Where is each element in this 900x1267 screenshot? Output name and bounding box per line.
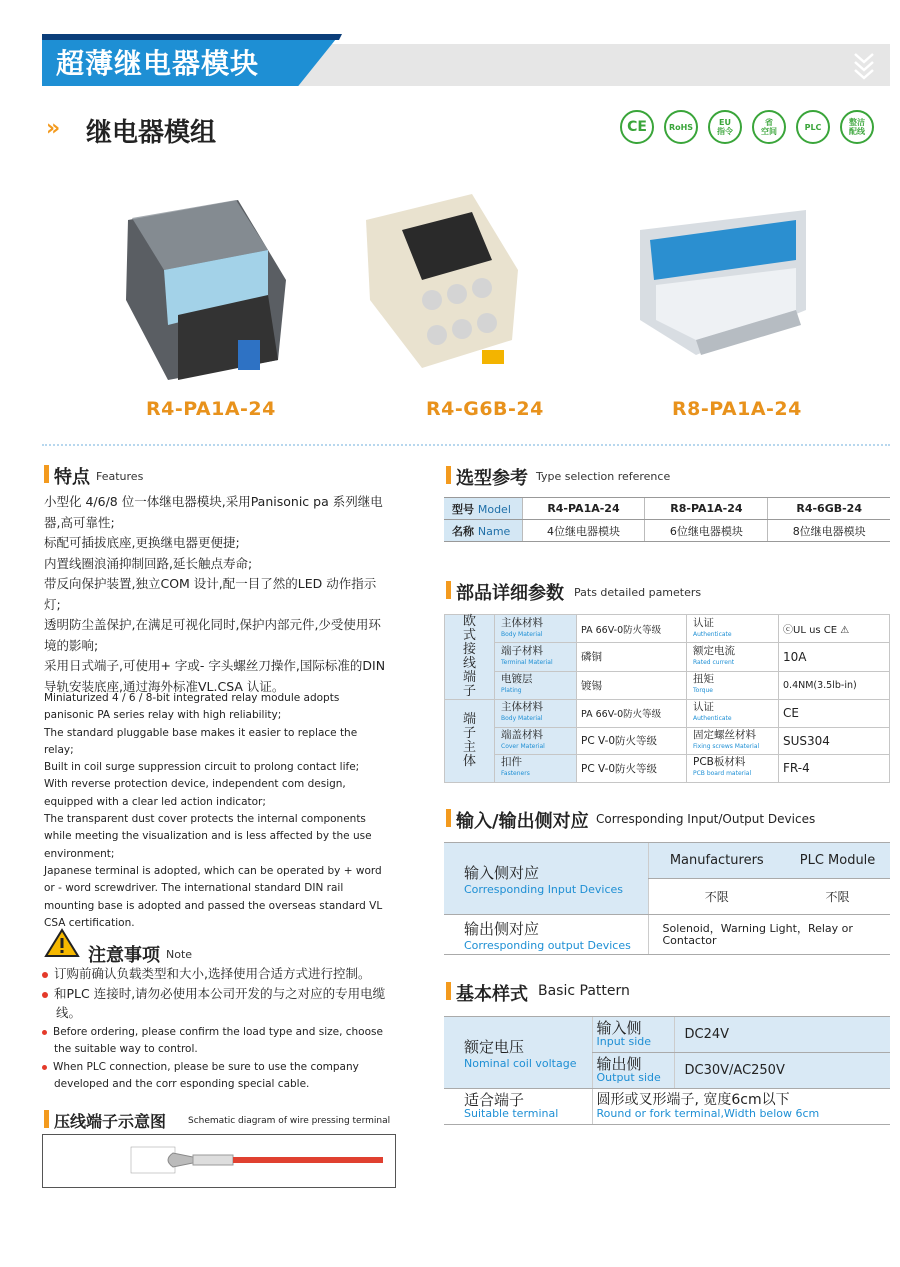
table-cell: FR-4 (779, 755, 890, 783)
heading-marker (446, 982, 451, 1000)
notes-heading: 注意事项 (88, 945, 160, 966)
table-cell: 4位继电器模块 (522, 520, 645, 542)
feature-line: 带反向保护装置,独立COM 设计,配一目了然的LED 动作指示灯; (44, 576, 377, 612)
feature-line: 透明防尘盖保护,在满足可视化同时,保护内部元件,少受使用环境的影响; (44, 617, 381, 653)
table-header: PLC Module (785, 843, 890, 879)
fork-terminal-diagram (43, 1135, 395, 1187)
header-banner-stripe (42, 34, 342, 40)
io-table (444, 842, 890, 955)
table-row (445, 755, 890, 783)
table-cell: PC V-0防火等级 (577, 755, 687, 783)
table-cell: 认证 Authenticate (687, 615, 779, 643)
table-cell: 镀锡 (577, 671, 687, 699)
table-row (445, 727, 890, 755)
table-cell: 主体材料 Body Material (495, 615, 577, 643)
table-cell: 型号 Model (444, 498, 522, 520)
table-row (445, 671, 890, 699)
table-cell: 扣件 Fasteners (495, 755, 577, 783)
features-heading-en: Features (96, 470, 144, 483)
feature-line-en: The transparent dust cover protects the internal components while meeting the visualization and is less affected by the use environment; (44, 813, 372, 860)
table-row (444, 1017, 890, 1053)
table-row (445, 643, 890, 671)
basic-heading-en: Basic Pattern (538, 983, 630, 999)
heading-marker (44, 1110, 49, 1128)
note-item: 订购前确认负载类型和大小,选择使用合适方式进行控制。 (42, 964, 400, 983)
product-image-r8-pa1a (636, 190, 812, 360)
feature-line-en: Miniaturized 4 / 6 / 8-bit integrated relay module adopts panisonic PA series relay with high reliability; (44, 692, 340, 722)
basic-heading: 基本样式 (456, 984, 528, 1005)
table-row (445, 615, 890, 643)
table-cell: 输入侧 Input side (592, 1017, 674, 1053)
table-cell: 10A (779, 643, 890, 671)
table-cell: 输出侧对应 Corresponding output Devices (444, 915, 648, 955)
product-image-r4-g6b (362, 190, 522, 370)
io-heading: 输入/输出侧对应 (456, 811, 589, 832)
table-cell: 主体材料 Body Material (495, 700, 577, 728)
table-cell: 认证 Authenticate (687, 700, 779, 728)
basic-table (444, 1016, 890, 1125)
feature-line-en: Built in coil surge suppression circuit to prolong contact life; (44, 761, 360, 774)
warning-icon (44, 928, 80, 958)
product-image-r4-pa1a (118, 190, 290, 380)
table-row (445, 700, 890, 728)
table-cell: 名称 Name (444, 520, 522, 542)
features-text-cn (44, 492, 390, 697)
table-cell: Solenoid，Warning Light，Relay or Contactor (648, 915, 890, 955)
table-cell: DC30V/AC250V (674, 1053, 890, 1089)
table-cell: R8-PA1A-24 (645, 498, 768, 520)
chevron-down-icon (852, 50, 876, 80)
rohs-cert-icon: RoHS (664, 110, 698, 144)
heading-marker (44, 465, 49, 483)
tidy-wiring-icon: 整洁 配线 (840, 110, 874, 144)
table-cell: 适合端子 Suitable terminal (444, 1089, 592, 1125)
selection-heading-en: Type selection reference (536, 470, 671, 483)
table-cell: R4-PA1A-24 (522, 498, 645, 520)
table-cell: SUS304 (779, 727, 890, 755)
table-cell: 固定螺丝材料 Fixing screws Material (687, 727, 779, 755)
ce-cert-icon: CE (620, 110, 654, 144)
eu-cert-icon: EU 指令 (708, 110, 742, 144)
table-cell: 不限 (648, 879, 785, 915)
table-cell: 额定电流 Rated current (687, 643, 779, 671)
product-name: R4-G6B-24 (426, 398, 544, 420)
heading-marker (446, 466, 451, 484)
page-title: 超薄继电器模块 (56, 47, 260, 80)
note-item-en: Before ordering, please confirm the load type and size, choose the suitable way to control. (42, 1024, 400, 1059)
table-row (444, 1089, 890, 1125)
table-cell: 输出侧 Output side (592, 1053, 674, 1089)
group-label: 端子主体 (445, 700, 495, 783)
table-cell: 扭矩 Torque (687, 671, 779, 699)
io-heading-en: Corresponding Input/Output Devices (596, 812, 816, 826)
table-row (444, 843, 890, 879)
table-row (444, 498, 890, 520)
product-name: R4-PA1A-24 (146, 398, 276, 420)
note-item-en: When PLC connection, please be sure to use the company developed and the corr esponding special cable. (42, 1059, 400, 1094)
features-text-en (44, 690, 390, 932)
table-cell: 端盖材料 Cover Material (495, 727, 577, 755)
heading-marker (446, 809, 451, 827)
table-cell: PA 66V-0防火等级 (577, 615, 687, 643)
divider (42, 444, 890, 446)
table-row (444, 915, 890, 955)
table-cell: 磷铜 (577, 643, 687, 671)
wire-heading-en: Schematic diagram of wire pressing terminal (188, 1116, 391, 1126)
feature-line: 采用日式端子,可使用+ 字或- 字头螺丝刀操作,国际标准的DIN 导轨安装底座,通过海外标准VL.CSA 认证。 (44, 658, 386, 694)
feature-line-en: Japanese terminal is adopted, which can be operated by + word or - word screwdriver. The international standard DIN rail mounting base is adopted and passed the overseas standard VL CSA certification. (44, 864, 383, 929)
table-cell: 圆形或叉形端子, 宽度6cm以下 Round or fork terminal,Width below 6cm (592, 1089, 890, 1125)
table-cell: 0.4NM(3.5lb-in) (779, 671, 890, 699)
double-chevron-icon: » (46, 116, 61, 141)
table-cell: PC V-0防火等级 (577, 727, 687, 755)
table-cell: PA 66V-0防火等级 (577, 700, 687, 728)
table-cell: R4-6GB-24 (768, 498, 890, 520)
table-cell: 电镀层 Plating (495, 671, 577, 699)
table-cell: 端子材料 Terminal Material (495, 643, 577, 671)
table-cell: 输入侧对应 Corresponding Input Devices (444, 843, 648, 915)
wire-diagram (42, 1134, 396, 1188)
table-cell: CE (779, 700, 890, 728)
feature-line-en: The standard pluggable base makes it easier to replace the relay; (44, 726, 358, 756)
table-cell: ⓒUL us CE ⚠ (779, 615, 890, 643)
details-heading-en: Pats detailed pameters (574, 586, 702, 599)
feature-line: 标配可插拔底座,更换继电器更便捷; (44, 535, 240, 550)
table-cell: DC24V (674, 1017, 890, 1053)
table-row (444, 520, 890, 542)
table-cell: 不限 (785, 879, 890, 915)
table-header: Manufacturers (648, 843, 785, 879)
table-cell: PCB板材料 PCB board material (687, 755, 779, 783)
group-label: 欧式接线端子 (445, 615, 495, 700)
table-cell: 6位继电器模块 (645, 520, 768, 542)
feature-line: 内置线圈浪涌抑制回路,延长触点寿命; (44, 555, 253, 571)
details-heading: 部品详细参数 (456, 583, 564, 604)
table-cell: 8位继电器模块 (768, 520, 890, 542)
features-heading: 特点 (54, 467, 90, 488)
details-table (444, 614, 890, 783)
selection-heading: 选型参考 (456, 468, 528, 489)
plc-icon: PLC (796, 110, 830, 144)
feature-line: 小型化 4/6/8 位一体继电器模块,采用Panisonic pa 系列继电器,高可靠性; (44, 494, 383, 530)
notes-heading-en: Note (166, 948, 193, 961)
heading-marker (446, 581, 451, 599)
product-name: R8-PA1A-24 (672, 398, 802, 420)
note-item: 和PLC 连接时,请勿必使用本公司开发的与之对应的专用电缆线。 (42, 984, 400, 1022)
wire-heading: 压线端子示意图 (54, 1112, 167, 1131)
selection-table (444, 497, 890, 542)
feature-line-en: With reverse protection device, independent com design, equipped with a clear led action indicator; (44, 778, 346, 808)
section-title: 继电器模组 (86, 118, 217, 148)
space-saving-icon: 省 空间 (752, 110, 786, 144)
table-cell: 额定电压 Nominal coil voltage (444, 1017, 592, 1089)
